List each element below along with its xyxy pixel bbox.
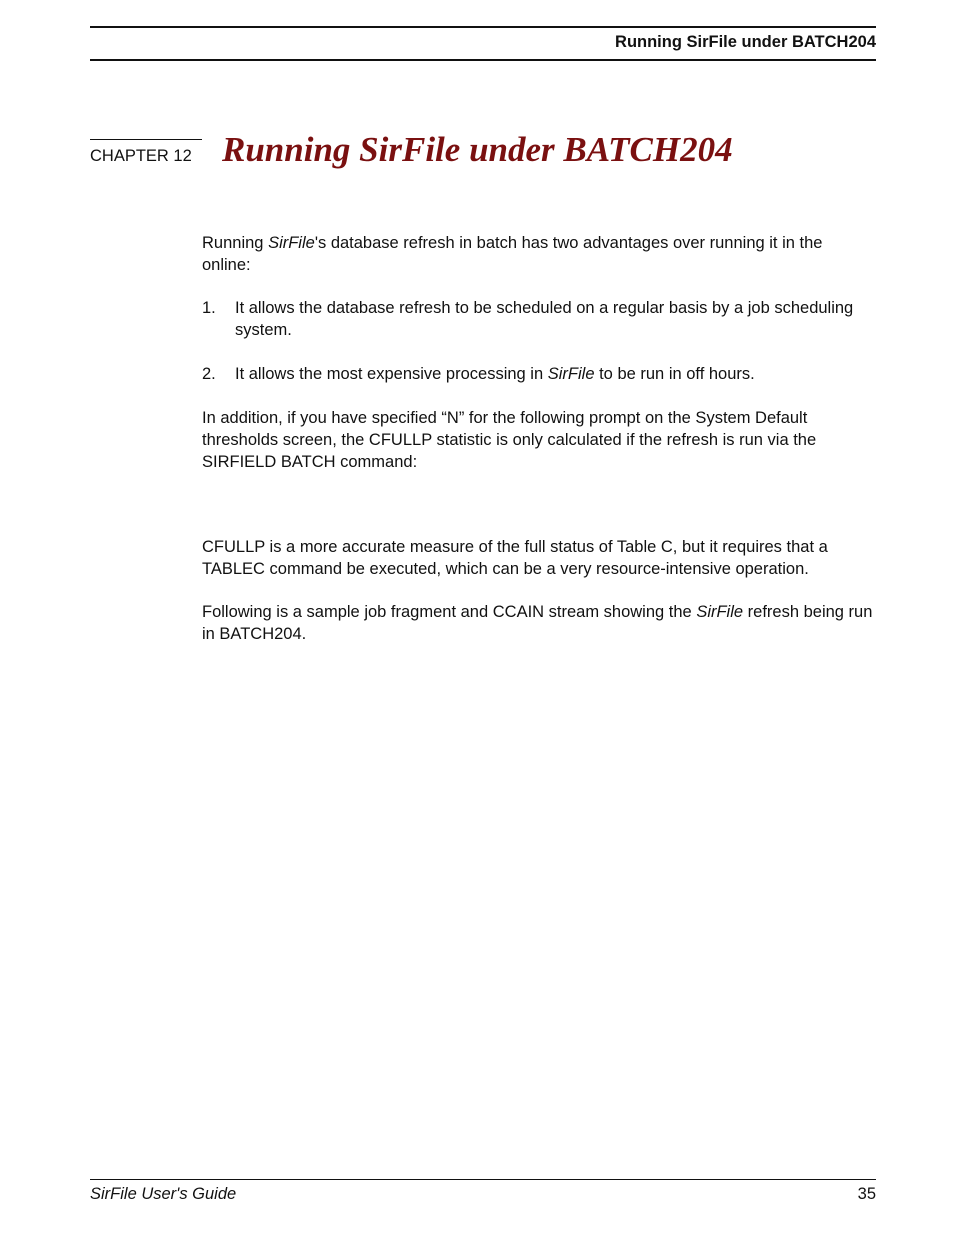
intro-paragraph: [202, 232, 874, 276]
chapter-rule: [90, 139, 202, 140]
intro-text-start: Running: [202, 234, 269, 252]
list-item: [202, 297, 874, 341]
cfullp-paragraph: CFULLP is a more accurate measure of the full status of Table C, but it requires that a TABLEC command be executed, which can be a very resource-intensive operation.: [202, 538, 828, 578]
following-product-name: SirFile: [696, 603, 744, 621]
intro-text-end: 's database refresh in batch has two advantages over running it in the online:: [202, 234, 823, 274]
header-rule-top: [90, 26, 876, 28]
list-item-text-start: It allows the most expensive processing in: [235, 365, 548, 383]
footer-rule: [90, 1179, 876, 1180]
footer-page-number: 35: [857, 1185, 876, 1203]
list-item-number: 1.: [202, 299, 216, 317]
list-item-product-name: SirFile: [547, 365, 595, 383]
addition-paragraph: In addition, if you have specified “N” for the following prompt on the System Default thresholds screen, the CFULLP statistic is only calculated if the refresh is run via the SIRFIELD BATCH command:: [202, 409, 817, 471]
header-rule-bottom: [90, 59, 876, 61]
following-text-start: Following is a sample job fragment and CCAIN stream showing the: [202, 603, 697, 621]
footer-guide-title: SirFile User's Guide: [90, 1185, 237, 1203]
list-item-text-end: to be run in off hours.: [594, 365, 755, 383]
list-item-text: It allows the database refresh to be scheduled on a regular basis by a job scheduling system.: [235, 299, 854, 339]
following-text-end: refresh being run in BATCH204.: [202, 603, 873, 643]
list-item: [202, 363, 874, 385]
chapter-title: Running SirFile under BATCH204: [222, 130, 733, 169]
following-paragraph: [202, 601, 874, 645]
intro-product-name: SirFile: [268, 234, 315, 252]
list-item-number: 2.: [202, 365, 216, 383]
running-header: Running SirFile under BATCH204: [615, 33, 876, 51]
list-item-text: [235, 363, 874, 385]
chapter-label: CHAPTER 12: [90, 147, 192, 165]
